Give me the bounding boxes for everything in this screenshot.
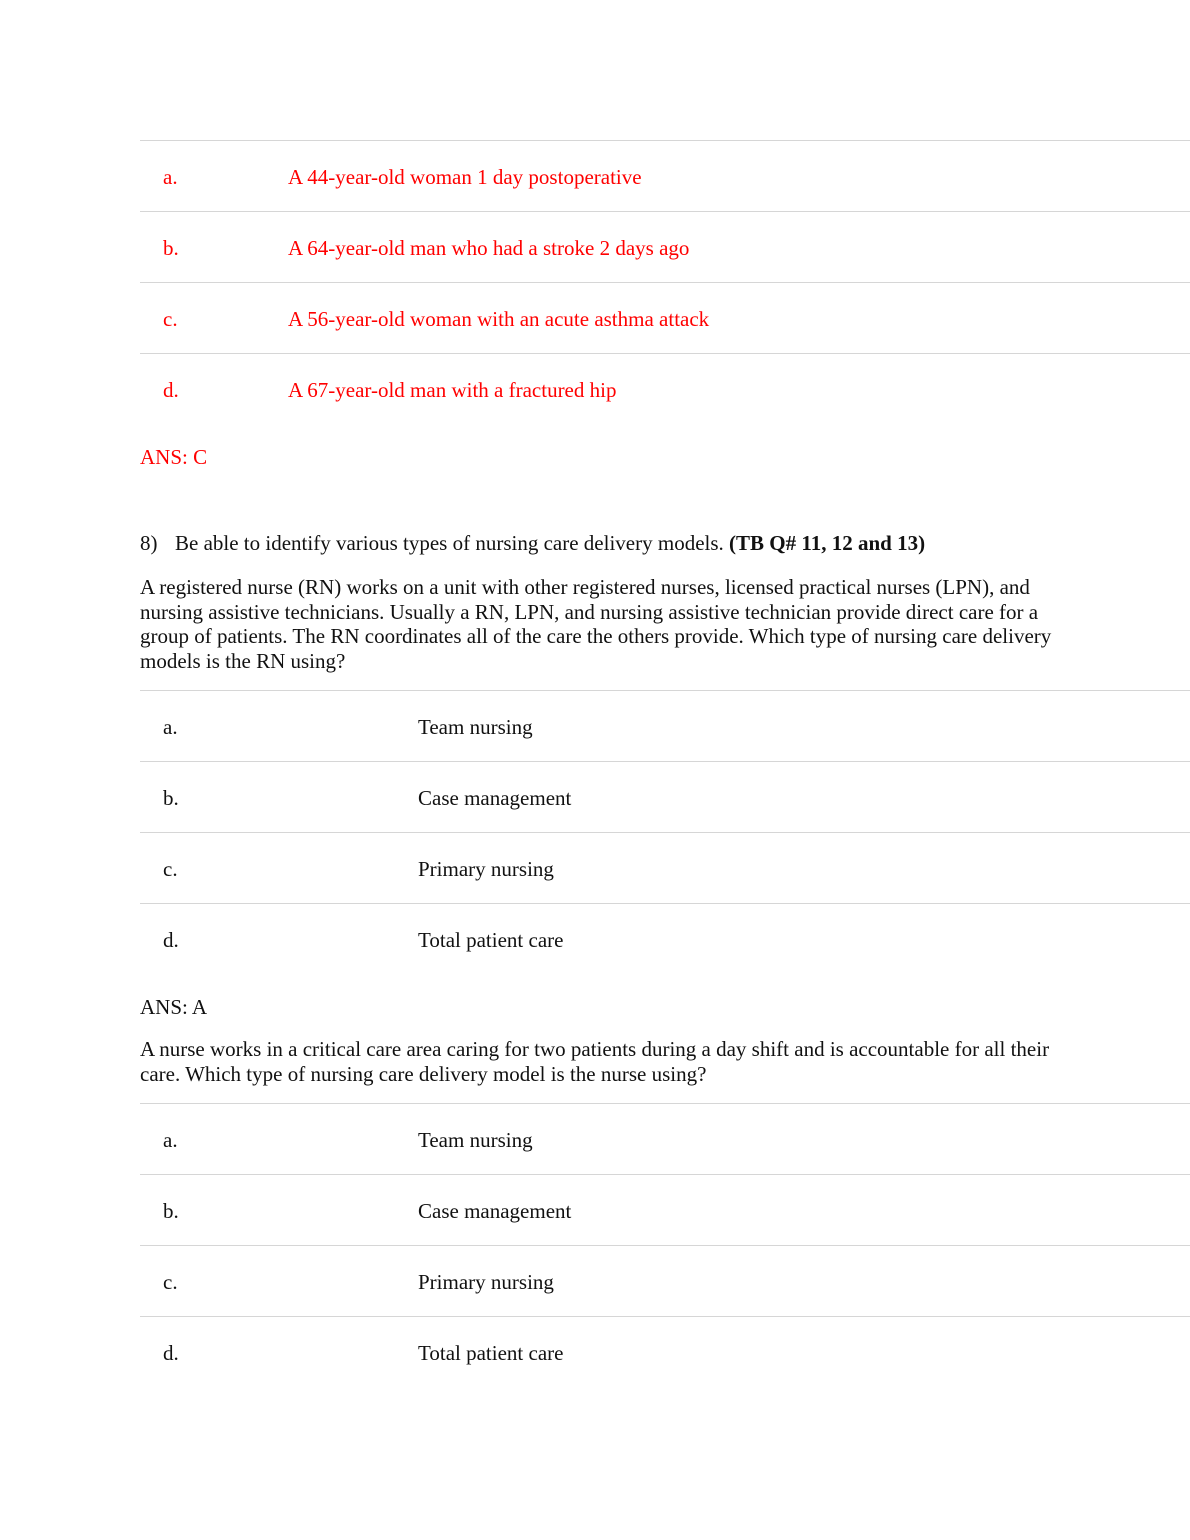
option-letter: b. bbox=[163, 786, 179, 810]
option-letter: b. bbox=[163, 236, 179, 260]
option-row bbox=[140, 1104, 1190, 1175]
question1-answer: ANS: A bbox=[140, 995, 208, 1019]
option-row bbox=[140, 354, 1190, 424]
option-row bbox=[140, 762, 1190, 833]
option-letter: b. bbox=[163, 1199, 179, 1223]
option-letter: c. bbox=[163, 857, 178, 881]
option-letter: a. bbox=[163, 1128, 178, 1152]
option-text: Team nursing bbox=[418, 715, 533, 739]
previous-question-options bbox=[140, 140, 1190, 424]
option-row bbox=[140, 833, 1190, 904]
section-number: 8) bbox=[140, 531, 158, 555]
section-heading-text: Be able to identify various types of nursing care delivery models. bbox=[175, 531, 724, 555]
option-text: Primary nursing bbox=[418, 857, 554, 881]
option-text: Team nursing bbox=[418, 1128, 533, 1152]
option-letter: a. bbox=[163, 715, 178, 739]
option-text: Case management bbox=[418, 786, 572, 810]
option-row bbox=[140, 904, 1190, 974]
option-row bbox=[140, 283, 1190, 354]
option-text: A 56-year-old woman with an acute asthma attack bbox=[288, 307, 710, 331]
section-heading bbox=[140, 531, 1190, 555]
option-text: Case management bbox=[418, 1199, 572, 1223]
previous-answer: ANS: C bbox=[140, 445, 208, 469]
option-text: Total patient care bbox=[418, 1341, 564, 1365]
option-text: Primary nursing bbox=[418, 1270, 554, 1294]
option-text: A 44-year-old woman 1 day postoperative bbox=[288, 165, 642, 189]
document-page bbox=[140, 140, 1190, 1387]
option-text: Total patient care bbox=[418, 928, 564, 952]
question2-options bbox=[140, 1103, 1190, 1387]
option-letter: c. bbox=[163, 307, 178, 331]
option-text: A 64-year-old man who had a stroke 2 days ago bbox=[288, 236, 690, 260]
option-text: A 67-year-old man with a fractured hip bbox=[288, 378, 617, 402]
option-letter: a. bbox=[163, 165, 178, 189]
option-row bbox=[140, 1175, 1190, 1246]
option-row bbox=[140, 1246, 1190, 1317]
option-letter: d. bbox=[163, 1341, 179, 1365]
option-letter: d. bbox=[163, 378, 179, 402]
option-row bbox=[140, 141, 1190, 212]
question1-options bbox=[140, 690, 1190, 974]
option-row bbox=[140, 691, 1190, 762]
option-letter: d. bbox=[163, 928, 179, 952]
question-stem: A nurse works in a critical care area caring for two patients during a day shift and is accountable for all their care. Which type of nursing care delivery model is the nurse using? bbox=[140, 1037, 1050, 1086]
option-row bbox=[140, 1317, 1190, 1387]
question-stem: A registered nurse (RN) works on a unit with other registered nurses, licensed practical nurses (LPN), and nursing assistive technicians. Usually a RN, LPN, and nursing assistive technician provide direct care for a group of patients. The RN coordinates all of the care the others provide. Which type of nursing care delivery models is the RN using? bbox=[140, 575, 1052, 673]
section-reference: (TB Q# 11, 12 and 13) bbox=[729, 531, 926, 555]
option-letter: c. bbox=[163, 1270, 178, 1294]
option-row bbox=[140, 212, 1190, 283]
